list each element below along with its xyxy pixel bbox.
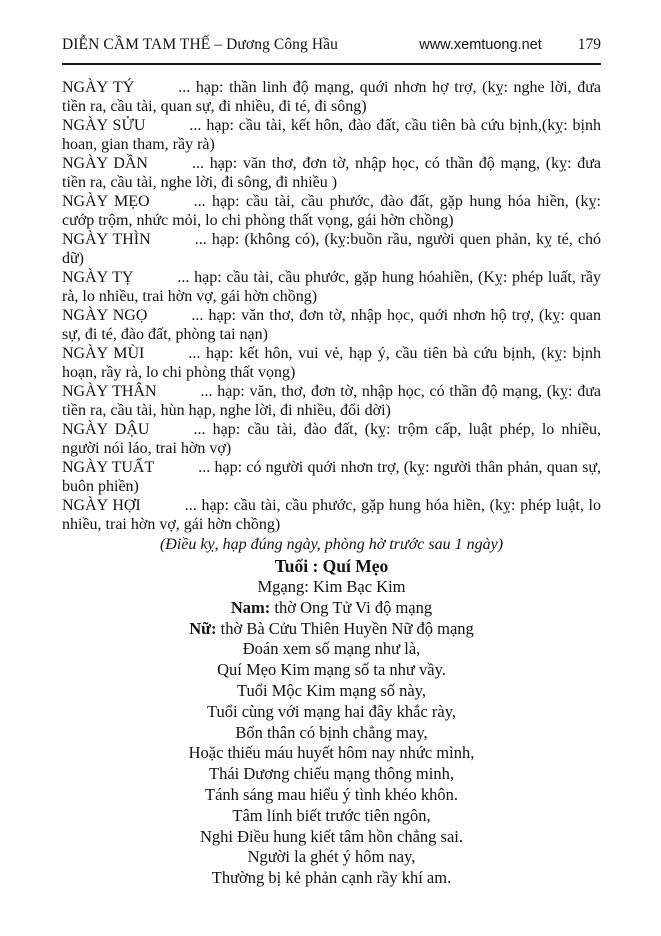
day-entry [62,192,601,230]
day-label: NGÀY HỢI [62,497,141,514]
day-text: ... hạp: cầu tài, đào đất, (kỵ: trộm cấp, luật phép, lo nhiều, người nói láo, trai hờn vợ) [62,421,601,457]
day-label: NGÀY NGỌ [62,307,148,324]
menh-line: Mgạng: Kim Bạc Kim [257,577,406,596]
age-title: Tuổi : Quí Mẹo [274,556,389,576]
day-entry [62,344,601,382]
day-entry [62,78,601,116]
day-text: ... hạp: cầu tài, cầu phước, gặp hung hóa hiền, (kỵ: phép luật, lo nhiều, trai hờn vợ, gái hờn chồng) [62,497,602,533]
day-entry [62,116,601,154]
nu-line [62,619,601,640]
day-entry [62,306,601,344]
day-entry [62,458,601,496]
header-right-group [419,36,601,54]
page-header [62,36,601,65]
nu-label: Nữ: [189,618,217,638]
day-text: ... hạp: thần linh độ mạng, quới nhơn hợ trợ, (kỵ: nghe lời, đưa tiền ra, cầu tài, quan sự, đi nhiều, đi té, đi sông) [62,79,602,115]
day-entry [62,268,601,306]
poem-line: Bổn thân có bịnh chẳng may, [235,722,428,742]
day-text: ... hạp: văn thơ, đơn tờ, nhập học, có thần độ mạng, (kỵ: đưa tiền ra, cầu tài, nghe lời, đi sông, đi nhiều ) [62,155,601,191]
poem-line: Quí Mẹo Kim mạng số ta như vầy. [217,660,446,680]
poem-line: Tâm linh biết trước tiên ngôn, [232,805,431,825]
day-label: NGÀY MÙI [62,345,145,362]
day-label: NGÀY SỬU [62,117,146,134]
poem-line: Hoặc thiếu máu huyết hôm nay nhức mình, [188,743,475,763]
poem-line: Thái Dương chiếu mạng thông minh, [209,764,454,784]
poem-line: Đoán xem số mạng như là, [242,639,421,659]
day-text: ... hạp: có người quới nhơn trợ, (kỵ: người thân phản, quan sự, buôn phiền) [62,459,602,495]
poem-line: Tuổi Mộc Kim mạng số này, [237,680,426,700]
poem-line: Tánh sáng mau hiểu ý tình khéo khôn. [205,784,458,804]
day-text: ... hạp: cầu tài, cầu phước, đào đất, gặp hung hóa hiền, (kỵ: cướp trộm, nhức mỏi, lo chi phòng thất vọng, gái hờn chồng) [62,193,601,229]
poem-line: Tuổi cùng với mạng hai đây khắc rày, [207,701,456,721]
book-title: DIỄN CẦM TAM THẾ – Dương Công Hầu [62,36,338,53]
day-label: NGÀY MẸO [62,193,150,210]
day-entry [62,382,601,420]
nam-line [62,598,601,619]
poem-section [62,639,601,889]
day-text: ... hạp: kết hôn, vui vẻ, hạp ý, cầu tiên bà cứu bịnh, (kỵ: bịnh hoạn, rầy rà, lo chi phòng thất vọng) [62,345,601,381]
day-entries-section [62,78,601,534]
day-entry [62,154,601,192]
day-entry [62,496,601,534]
poem-line: Nghi Điều hung kiết tâm hồn chẳng sai. [199,826,464,846]
nu-text: thờ Bà Cửu Thiên Huyền Nữ độ mạng [216,618,474,638]
caution-note: (Điều kỵ, hạp đúng ngày, phòng hờ trước sau 1 ngày) [159,536,504,553]
day-text: ... hạp: cầu tài, cầu phước, gặp hung hóahiền, (Kỵ: phép luất, rầy rà, lo nhiều, trai hờn vợ, gái hờn chồng) [62,269,601,305]
day-text: ... hạp: văn, thơ, đơn tờ, nhập học, có thần độ mạng, (kỵ: đưa tiền ra, cầu tài, hùn hạp, nghe lời, đi nhiều, đổi dời) [62,383,601,419]
day-label: NGÀY THÂN [62,383,157,400]
day-entry [62,230,601,268]
poem-line: Người la ghét ý hôm nay, [247,847,416,867]
day-text: ... hạp: cầu tài, kết hôn, đào đất, cầu tiên bà cứu bịnh,(kỵ: bịnh hoan, gian tham, rầy rà) [62,117,602,153]
day-label: NGÀY DẬU [62,421,150,438]
day-text: ... hạp: (không có), (kỵ:buồn rầu, người quen phản, kỵ té, chó dữ) [62,231,602,267]
day-text: ... hạp: văn thơ, đơn tờ, nhập học, quới nhơn hộ trợ, (kỵ: quan sự, đi té, đào đất, phòng tai nạn) [62,307,601,343]
nam-text: thờ Ong Tử Vi độ mạng [270,597,433,617]
day-label: NGÀY TUẤT [62,459,155,476]
website-url: www.xemtuong.net [419,37,542,53]
day-label: NGÀY TÝ [62,79,135,96]
page-number: 179 [577,36,601,53]
day-label: NGÀY TỴ [62,269,134,286]
day-label: NGÀY THÌN [62,231,151,248]
nam-label: Nam: [230,597,271,617]
day-label: NGÀY DẦN [62,155,148,172]
day-entry [62,420,601,458]
poem-line: Thường bị kẻ phản cạnh rầy khí am. [211,868,452,888]
